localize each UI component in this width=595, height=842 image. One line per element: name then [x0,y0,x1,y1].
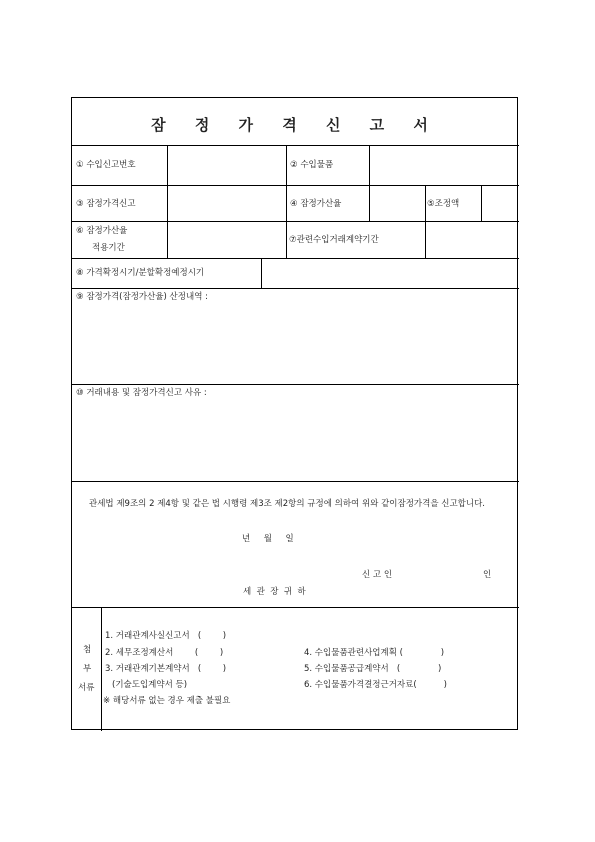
attachments-label-line3: 서류 [78,683,95,693]
divider [72,258,519,259]
divider [101,607,102,731]
divider [72,288,519,289]
divider [72,481,519,482]
adjustment-amount-label: ⑤조정액 [427,199,460,209]
divider [425,185,426,258]
calculation-details-label: ⑨ 잠정가격(잠정가산율) 산정내역 : [76,292,208,302]
declaration-date: 년 월 일 [242,534,294,544]
divider [72,221,519,222]
declaration-statement: 관세법 제9조의 2 제4항 및 같은 법 시행령 제3조 제2항의 규정에 의하여 위와 같이잠정가격을 신고합니다. [89,499,486,509]
seal-mark: 인 [483,570,492,580]
provisional-price-declaration-label: ③ 잠정가격신고 [76,199,136,209]
transaction-reason-label: ⑩ 거래내용 및 잠정가격신고 사유 : [76,388,207,398]
provisional-price-declaration-form [71,97,518,730]
application-period-label-line2: 적용기간 [92,243,125,253]
divider [369,145,370,221]
attachments-note: ※ 해당서류 없는 경우 제출 불필요 [103,696,231,706]
addressee: 세 관 장 귀 하 [243,587,306,597]
related-contract-period-label: ⑦관련수입거래계약기간 [289,235,379,245]
attachments-label-line1: 첨 [83,645,92,655]
provisional-price-rate-label: ④ 잠정가산율 [290,199,342,209]
attachment-item-6: 6. 수입물품가격결정근거자료( ) [304,680,447,690]
application-period-label-line1: ⑥ 잠정가산율 [76,226,128,236]
divider [72,185,519,186]
price-confirmation-time-label: ⑧ 가격확정시기/분할확정예정시기 [76,268,205,278]
attachment-item-3-note: (기술도입계약서 등) [112,680,188,690]
import-declaration-number-label: ① 수입신고번호 [76,160,136,170]
attachment-item-2: 2. 세무조정계산서 ( ) [105,648,224,658]
divider [72,384,519,385]
divider [261,258,262,288]
attachments-label-line2: 부 [83,664,92,674]
divider [286,145,287,258]
divider [481,185,482,221]
divider [167,145,168,258]
declarant-label: 신 고 인 [362,570,393,580]
form-title: 잠 정 가 격 신 고 서 [151,116,440,134]
attachment-item-1: 1. 거래관계사실신고서 ( ) [105,631,227,641]
divider [72,607,519,608]
attachment-item-5: 5. 수입물품공급계약서 ( ) [304,664,442,674]
attachment-item-3: 3. 거래관계기본계약서 ( ) [105,664,227,674]
import-goods-label: ② 수입물품 [290,160,334,170]
divider [72,145,519,146]
attachment-item-4: 4. 수입물품관련사업계획 ( ) [304,648,445,658]
